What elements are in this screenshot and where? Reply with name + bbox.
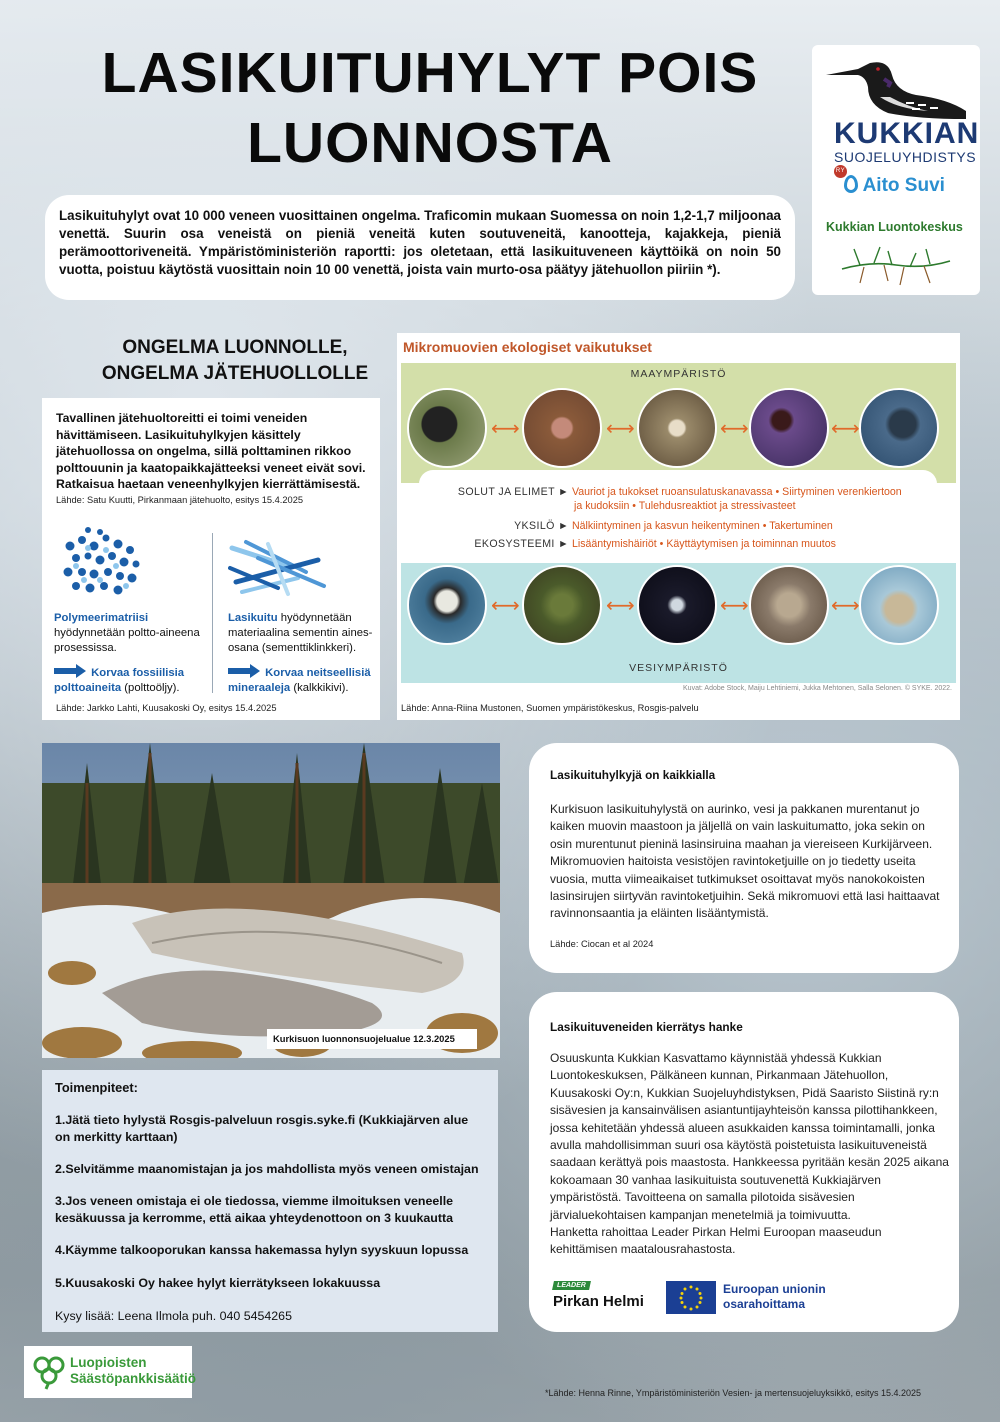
bird-photo	[859, 388, 939, 468]
zooplankton-photo	[637, 565, 717, 645]
fish-photo	[749, 565, 829, 645]
effect-row-individual: YKSILÖ ► Nälkiintyminen ja kasvun heikentyminen • Takertuminen	[514, 520, 833, 532]
land-label: MAAYMPÄRISTÖ	[630, 368, 727, 380]
action-item: 1.Jätä tieto hylystä Rosgis-palveluun rosgis.syke.fi (Kukkiajärven alue on merkitty karttaan)	[55, 1113, 469, 1144]
eider-photo	[407, 565, 487, 645]
double-arrow-icon: ⟷	[606, 418, 635, 440]
action-item: 2.Selvitämme maanomistajan ja jos mahdollista myös veneen omistajan	[55, 1162, 479, 1176]
eu-funding-text: Euroopan unionin osarahoittama	[723, 1282, 826, 1311]
intro-text: Lasikuituhylyt ovat 10 000 veneen vuosittainen ongelma. Traficomin mukaan Suomessa on noin 1,2-1,7 miljoonaa venettä. Suurin osa veneistä on pieniä veneitä kuten soutuveneitä, kanootteja, kajakkeja, pieniä perämoottoriveneitä. Ympäristöministeriön raportti: jos oletetaan, että lasikuituveneen käyttöikä on noin 50 vuotta, poistuu käytöstä vuosittain noin 10 00 venettä, joista vain murto-osa päätyy jätehuollon piiriin *).	[45, 195, 795, 300]
action-item: 5.Kuusakoski Oy hakee hylyt kierrätykseen lokakuussa	[55, 1276, 381, 1290]
infographic-source: Lähde: Anna-Riina Mustonen, Suomen ympäristökeskus, Rosgis-palvelu	[401, 703, 699, 713]
everywhere-body: Kurkisuon lasikuituhylystä on aurinko, vesi ja pakkanen murentanut jo kaiken muovin maastoon ja jäljellä on vain laskuitumatto, joka sekin on osin murentunut pieninä lasinsiruina maahan ja viereiseen Kurkijärveen. Mikromuovien haitoista vesistöjen ravintoketjuille on jo tiedetty useita vuosia, mutta viimeaikaiset tutkimukset osoittavat myös nanokokoisten lasinsirujen siirtyvän ravintoketjuihin. Sekä mikromuovi että lasi haittaavat ravinnonsaantia ja eläinten lisääntymistä.	[550, 802, 940, 921]
double-arrow-icon: ⟷	[831, 418, 860, 440]
polymer-matrix-icon	[60, 526, 144, 602]
project-card	[529, 992, 959, 1332]
springtail-photo	[637, 388, 717, 468]
actions-title: Toimenpiteet:	[55, 1080, 138, 1095]
project-funding: Hanketta rahoittaa Leader Pirkan Helmi Euroopan maaseudun kehittämisen maatalousrahastosta.	[550, 1225, 882, 1257]
column-divider	[212, 533, 213, 693]
problem-card	[42, 398, 380, 720]
project-title: Lasikuituveneiden kierrätys hanke	[550, 1020, 743, 1034]
aito-suvi-logo: Aito Suvi	[844, 175, 945, 197]
everywhere-title: Lasikuituhylkyjä on kaikkialla	[550, 768, 716, 782]
problem-source: Lähde: Satu Kuutti, Pirkanmaan jätehuolto, esitys 15.4.2025	[56, 495, 304, 505]
ant-photo	[749, 388, 829, 468]
logo-panel	[812, 45, 980, 295]
double-arrow-icon: ⟷	[720, 595, 749, 617]
problem-text: Tavallinen jätehuoltoreitti ei toimi veneiden hävittämiseen. Lasikuituhylkyjen käsittely jätehuollossa on ongelma, sillä polttaminen rikkoo polttouunin ja kaatopaikkajätteeksi veneet eivät sovi. Ratkaisua haetaan veneenhylkyjen kierrättämisestä.	[56, 411, 366, 491]
image-credit: Kuvat: Adobe Stock, Maiju Lehtiniemi, Jukka Mehtonen, Salla Selonen. © SYKE. 2022.	[683, 685, 952, 692]
clover-icon	[32, 1354, 66, 1390]
eu-flag-icon	[666, 1281, 716, 1314]
effects-panel	[419, 470, 937, 562]
glass-fiber-icon	[228, 538, 328, 598]
plant-icon	[840, 241, 952, 287]
effect-row-ecosystem: EKOSYSTEEMI ► Lisääntymishäiriöt • Käyttäytymisen ja toiminnan muutos	[474, 538, 836, 550]
double-arrow-icon: ⟷	[831, 595, 860, 617]
actions-box	[42, 1070, 498, 1332]
ry-badge: RY	[834, 165, 847, 178]
luontokeskus-logo-text: Kukkian Luontokeskus	[826, 220, 963, 234]
page-title: LASIKUITUHYLYT POIS LUONNOSTA	[101, 41, 759, 175]
everywhere-card	[529, 743, 959, 973]
lsps-logo-text: Luopioisten Säästöpankkisäätiö	[70, 1355, 197, 1386]
water-label: VESIYMPÄRISTÖ	[629, 662, 728, 674]
action-item: 4.Käymme talkooporukan kanssa hakemassa hylyn syyskuun lopussa	[55, 1243, 469, 1257]
wreck-photo	[42, 743, 500, 1058]
effect-row-cells: SOLUT JA ELIMET ► Vauriot ja tukokset ruoansulatuskanavassa • Siirtyminen verenkiertoon	[457, 486, 902, 498]
project-body: Osuuskunta Kukkian Kasvattamo käynnistää yhdessä Kukkian Luontokeskuksen, Pälkäneen kunnan, Pirkanmaan Jätehuollon, Kuusakoski Oy:n, Kukkian Suojeluyhdistyksen, Pidä Saaristo Siistinä ry:n sisävesien ja kansainvälisen asiantuntijayhteisön kanssa pilottihankkeen, jossa kehitetään yhdessä alueen asukkaiden kanssa toimintamalli, jonka avulla mahdollisimman suuri osa käytöstä poistetuista lasikuituveneistä saadaan kerättyä pois maastosta. Hankkeessa pyritään kesän 2025 aikana kokoamaan 30 vanhaa lasikuituista soutuvenettä Kukkiajärven ympäristöstä. Tavoitteena on samalla pilotoida sisävesien järvialuekohtaisen kampanjan menetelmiä ja toimivuutta.	[550, 1051, 949, 1222]
pirkan-helmi-logo: LEADER Pirkan Helmi	[553, 1282, 644, 1310]
double-arrow-icon: ⟷	[491, 595, 520, 617]
blackbird-photo	[407, 388, 487, 468]
glass-fiber-text: Lasikuitu hyödynnetään materiaalina sementin aines-osana (sementtiklinkkeri).	[228, 612, 373, 654]
double-arrow-icon: ⟷	[720, 418, 749, 440]
problem-heading: ONGELMA LUONNOLLE, ONGELMA JÄTEHUOLLOLLE	[101, 337, 369, 384]
double-arrow-icon: ⟷	[606, 595, 635, 617]
footnote: *Lähde: Henna Rinne, Ympäristöministeriön Vesien- ja mertensuojeluyksikkö, esitys 15.4.2025	[545, 1388, 922, 1398]
glass-fiber-replaces-text: Korvaa neitseellisiä mineraaleja (kalkkikivi).	[228, 664, 380, 696]
lsps-logo	[24, 1346, 197, 1398]
mussels-photo	[522, 565, 602, 645]
everywhere-source: Lähde: Ciocan et al 2024	[550, 939, 654, 949]
infographic-title: Mikromuovien ekologiset vaikutukset	[403, 339, 652, 355]
double-arrow-icon: ⟷	[491, 418, 520, 440]
seal-photo	[859, 565, 939, 645]
kukkian-logo-subtitle: SUOJELUYHDISTYS RY	[834, 149, 980, 181]
microplastics-infographic	[397, 333, 960, 720]
kukkian-logo-text: KUKKIAN	[834, 117, 980, 150]
photo-caption: Kurkisuon luonnonsuojelualue 12.3.2025	[267, 1029, 477, 1049]
effect-row-cells-cont: ja kudoksiin • Tulehdusreaktiot ja stressivasteet	[574, 500, 796, 512]
action-item: 3.Jos veneen omistaja ei ole tiedossa, viemme ilmoituksen veneelle kesäkuussa ja kerromme, että aikaa yhteydenottoon on 3 kuukautta	[55, 1194, 454, 1225]
contact-info: Kysy lisää: Leena Ilmola puh. 040 5454265	[55, 1309, 292, 1323]
droplet-icon	[844, 175, 858, 193]
problem-source-2: Lähde: Jarkko Lahti, Kuusakoski Oy, esitys 15.4.2025	[56, 703, 277, 713]
loon-icon	[818, 53, 968, 123]
polymer-matrix-text: Polymeerimatriisi hyödynnetään poltto-aineena prosessissa.	[54, 612, 200, 654]
earthworm-photo	[522, 388, 602, 468]
polymer-replaces-text: Korvaa fossiilisia polttoaineita (polttoöljy).	[54, 664, 209, 696]
